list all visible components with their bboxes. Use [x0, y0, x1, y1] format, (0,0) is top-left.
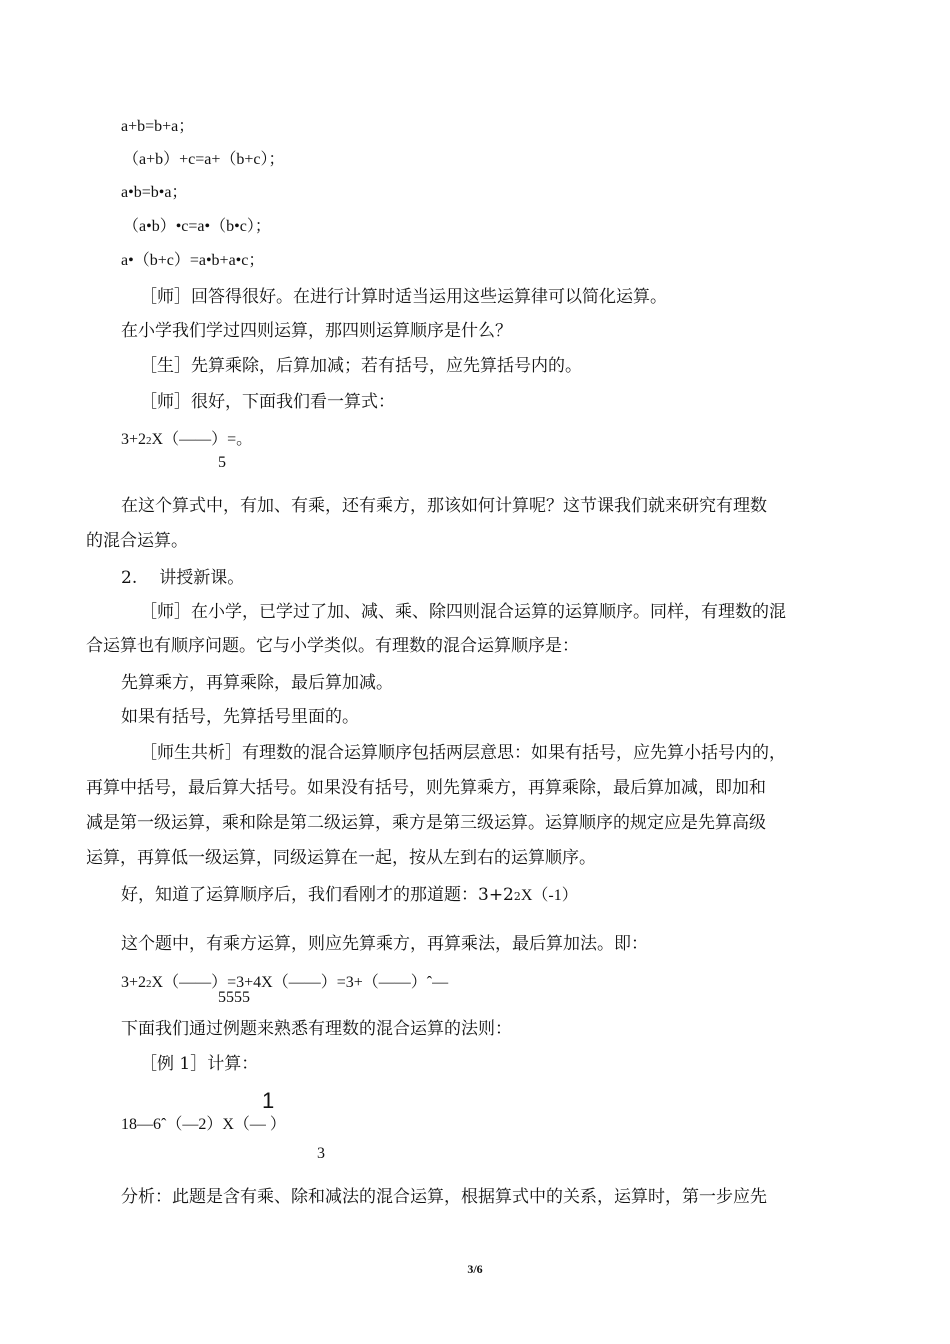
formula-commutative-add: a+b=b+a； — [121, 118, 195, 135]
section-number: 2. — [121, 568, 138, 588]
expression-2-denominator: 5555 — [218, 989, 250, 1006]
example-1-heading: ［例 1］计算： — [140, 1054, 259, 1074]
expression-3: 18—6ˆ（—2）X（— ） — [121, 1116, 286, 1133]
paragraph-analysis-line1: ［师生共析］有理数的混合运算顺序包括两层意思：如果有括号，应先算小括号内的， — [140, 743, 786, 763]
expression-3-numerator: 1 — [262, 1088, 275, 1113]
page-number: 3/6 — [467, 1262, 483, 1276]
paragraph-order-line2: 合运算也有顺序问题。它与小学类似。有理数的混合运算顺序是： — [86, 636, 579, 656]
rule-second: 如果有括号，先算括号里面的。 — [121, 707, 359, 727]
paragraph-explanation: 这个题中，有乘方运算，则应先算乘方，再算乘法，最后算加法。即： — [121, 934, 648, 954]
expression-3-denominator: 3 — [317, 1145, 325, 1162]
paragraph-teacher-praise: ［师］回答得很好。在进行计算时适当运用这些运算律可以简化运算。 — [140, 287, 667, 307]
formula-associative-add: （a+b）+c=a+（b+c）； — [123, 151, 285, 168]
paragraph-teacher-intro: ［师］很好，下面我们看一算式： — [140, 392, 395, 412]
section-title: 讲授新课。 — [159, 568, 245, 588]
paragraph-question: 在小学我们学过四则运算，那四则运算顺序是什么？ — [121, 321, 512, 341]
paragraph-analysis-line2: 再算中括号，最后算大括号。如果没有括号，则先算乘方，再算乘除，最后算加减，即加和 — [86, 778, 766, 798]
expression-1-denominator: 5 — [218, 454, 226, 471]
formula-commutative-mul: a•b=b•a； — [121, 184, 188, 201]
paragraph-question-line2: 的混合运算。 — [86, 531, 188, 551]
paragraph-examples-intro: 下面我们通过例题来熟悉有理数的混合运算的法则： — [121, 1019, 512, 1039]
paragraph-analysis-line4: 运算，再算低一级运算，同级运算在一起，按从左到右的运算顺序。 — [86, 848, 596, 868]
paragraph-student-answer: ［生］先算乘除，后算加减；若有括号，应先算括号内的。 — [140, 356, 582, 376]
paragraph-order-line1: ［师］在小学，已学过了加、减、乘、除四则混合运算的运算顺序。同样，有理数的混 — [140, 602, 786, 622]
formula-associative-mul: （a•b）•c=a•（b•c）； — [123, 218, 271, 235]
paragraph-analysis-line3: 减是第一级运算，乘和除是第二级运算，乘方是第三级运算。运算顺序的规定应是先算高级 — [86, 813, 766, 833]
rule-first: 先算乘方，再算乘除，最后算加减。 — [121, 673, 393, 693]
expression-2: 3+22X（——）=3+4X（——）=3+（——）ˆ— — [121, 974, 449, 991]
section-heading — [121, 567, 244, 589]
paragraph-example-analysis: 分析：此题是含有乘、除和减法的混合运算，根据算式中的关系，运算时，第一步应先 — [121, 1187, 767, 1207]
formula-distributive: a•（b+c）=a•b+a•c； — [121, 252, 265, 269]
expression-1: 3+22X（——）=。 — [121, 431, 253, 448]
paragraph-revisit: 好，知道了运算顺序后，我们看刚才的那道题：3+22X（-1） — [121, 885, 578, 905]
paragraph-question-line1: 在这个算式中，有加、有乘，还有乘方，那该如何计算呢？这节课我们就来研究有理数 — [121, 496, 767, 516]
